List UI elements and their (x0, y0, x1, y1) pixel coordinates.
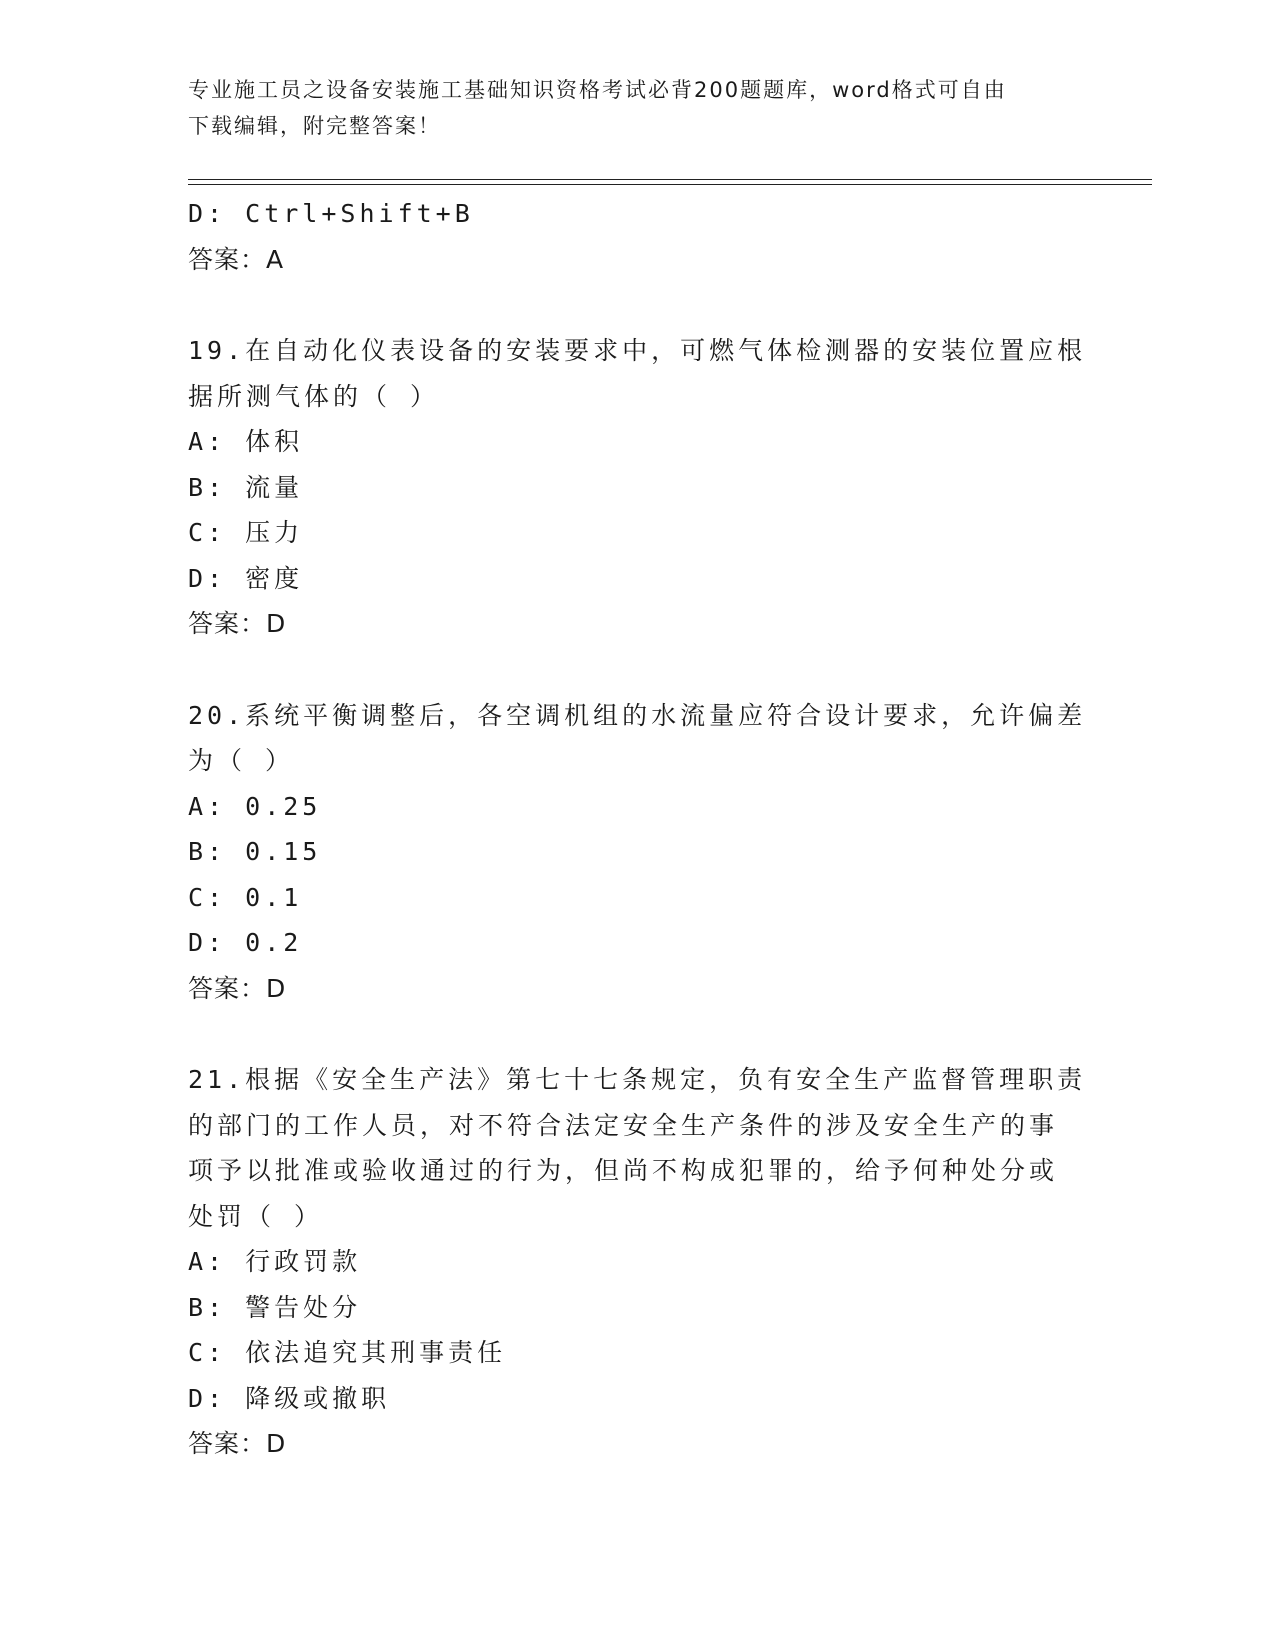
header-line-1: 专业施工员之设备安装施工基础知识资格考试必背200题题库，word格式可自由 (188, 78, 1007, 102)
option-b: B: 警告处分 (188, 1292, 362, 1322)
option-d: D: 密度 (188, 563, 304, 593)
option-b: B: 流量 (188, 472, 304, 502)
answer: 答案：A (188, 244, 285, 274)
answer: 答案：D (188, 609, 287, 638)
option-a: A: 0.25 (188, 791, 322, 821)
question-20 (188, 693, 1088, 1012)
option-d: D: 降级或撤职 (188, 1383, 391, 1413)
question-text: 为（ ） (188, 746, 295, 775)
question-text: 20.系统平衡调整后，各空调机组的水流量应符合设计要求，允许偏差 (188, 700, 1087, 730)
option-c: C: 压力 (188, 518, 304, 547)
header-line-2: 下载编辑，附完整答案！ (188, 114, 441, 138)
question-21 (188, 1057, 1088, 1467)
header-divider-bottom (188, 184, 1152, 185)
question-text: 项予以批准或验收通过的行为，但尚不构成犯罪的，给予何种处分或 (188, 1156, 1059, 1185)
previous-question-tail (188, 191, 1088, 282)
answer: 答案：D (188, 973, 287, 1003)
question-content (188, 191, 1088, 1467)
option-c: C: 0.1 (188, 882, 303, 912)
question-text: 21.根据《安全生产法》第七十七条规定，负有安全生产监督管理职责 (188, 1065, 1087, 1094)
question-text: 据所测气体的（ ） (188, 381, 440, 411)
question-19 (188, 328, 1088, 647)
option-a: A: 体积 (188, 427, 304, 456)
option-a: A: 行政罚款 (188, 1247, 362, 1276)
option-d: D: 0.2 (188, 928, 303, 957)
question-text: 处罚（ ） (188, 1201, 324, 1231)
question-text: 的部门的工作人员，对不符合法定安全生产条件的涉及安全生产的事 (188, 1110, 1059, 1140)
document-header (188, 72, 1068, 144)
header-divider-top (188, 179, 1152, 180)
option-b: B: 0.15 (188, 837, 322, 866)
option-d: D: Ctrl+Shift+B (188, 199, 474, 228)
answer: 答案：D (188, 1429, 287, 1458)
question-text: 19.在自动化仪表设备的安装要求中，可燃气体检测器的安装位置应根 (188, 336, 1087, 365)
option-c: C: 依法追究其刑事责任 (188, 1338, 507, 1367)
